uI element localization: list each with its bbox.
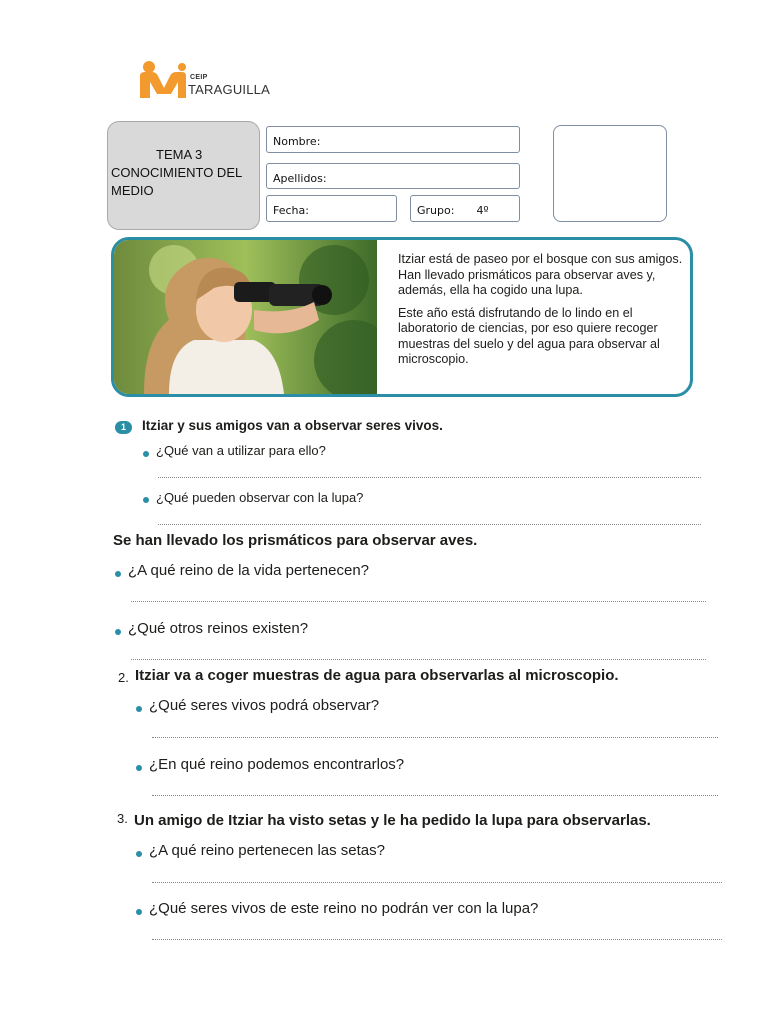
answer-line[interactable]	[158, 477, 701, 478]
activity1-question-2: ¿Qué pueden observar con la lupa?	[156, 490, 364, 505]
answer-line[interactable]	[152, 795, 718, 796]
story-text	[398, 252, 688, 375]
school-name: TARAGUILLA	[188, 82, 270, 97]
grupo-label: Grupo:	[417, 204, 455, 217]
activity3-question-2: ¿Qué seres vivos de este reino no podrán ver con la lupa?	[149, 900, 539, 917]
story-paragraph-2: Este año está disfrutando de lo lindo en el laboratorio de ciencias, por eso quiere recoger muestras del suelo y del agua para observar al microscopio.	[398, 305, 660, 366]
tema-title	[111, 146, 261, 200]
bullet-icon	[143, 451, 149, 457]
activity2-title: Itziar va a coger muestras de agua para observarlas al microscopio.	[135, 667, 619, 684]
answer-line[interactable]	[158, 524, 701, 525]
activity3-question-1: ¿A qué reino pertenecen las setas?	[149, 842, 385, 859]
apellidos-label: Apellidos:	[273, 172, 327, 185]
bullet-icon	[136, 909, 142, 915]
answer-line[interactable]	[131, 659, 706, 660]
fecha-field[interactable]	[266, 195, 397, 222]
binoculars-question-2: ¿Qué otros reinos existen?	[128, 620, 309, 637]
bullet-icon	[143, 497, 149, 503]
school-prefix: CEIP	[190, 74, 208, 81]
story-paragraph-1: Itziar está de paseo por el bosque con sus amigos. Han llevado prismáticos para observar aves y, además, ella ha cogido una lupa.	[398, 252, 683, 297]
girl-with-binoculars-image	[114, 240, 377, 394]
nombre-label: Nombre:	[273, 135, 321, 148]
binoculars-title: Se han llevado los prismáticos para observar aves.	[113, 532, 478, 549]
photo-box	[553, 125, 667, 222]
grupo-value: 4º	[476, 204, 489, 217]
activity1-title: Itziar y sus amigos van a observar seres vivos.	[142, 418, 443, 433]
bullet-icon	[115, 629, 121, 635]
activity3-title: Un amigo de Itziar ha visto setas y le ha pedido la lupa para observarlas.	[134, 812, 651, 829]
activity2-question-2: ¿En qué reino podemos encontrarlos?	[149, 756, 405, 773]
answer-line[interactable]	[131, 601, 706, 602]
bullet-icon	[136, 765, 142, 771]
apellidos-field[interactable]	[266, 163, 520, 189]
tema-line2: CONOCIMIENTO DEL	[111, 165, 243, 180]
activity1-number: 1	[115, 421, 132, 434]
activity2-question-1: ¿Qué seres vivos podrá observar?	[149, 697, 380, 714]
tema-line1: TEMA 3	[156, 147, 203, 162]
fecha-label: Fecha:	[273, 204, 309, 217]
story-box	[111, 237, 693, 397]
answer-line[interactable]	[152, 882, 722, 883]
grupo-field[interactable]	[410, 195, 520, 222]
activity1-question-1: ¿Qué van a utilizar para ello?	[156, 443, 326, 458]
bullet-icon	[115, 571, 121, 577]
activity3-number: 3.	[117, 811, 128, 826]
answer-line[interactable]	[152, 939, 722, 940]
bullet-icon	[136, 706, 142, 712]
answer-line[interactable]	[152, 737, 718, 738]
tema-line3: MEDIO	[111, 183, 154, 198]
activity2-number: 2.	[118, 670, 129, 685]
binoculars-question-1: ¿A qué reino de la vida pertenecen?	[128, 562, 370, 579]
nombre-field[interactable]	[266, 126, 520, 153]
bullet-icon	[136, 851, 142, 857]
